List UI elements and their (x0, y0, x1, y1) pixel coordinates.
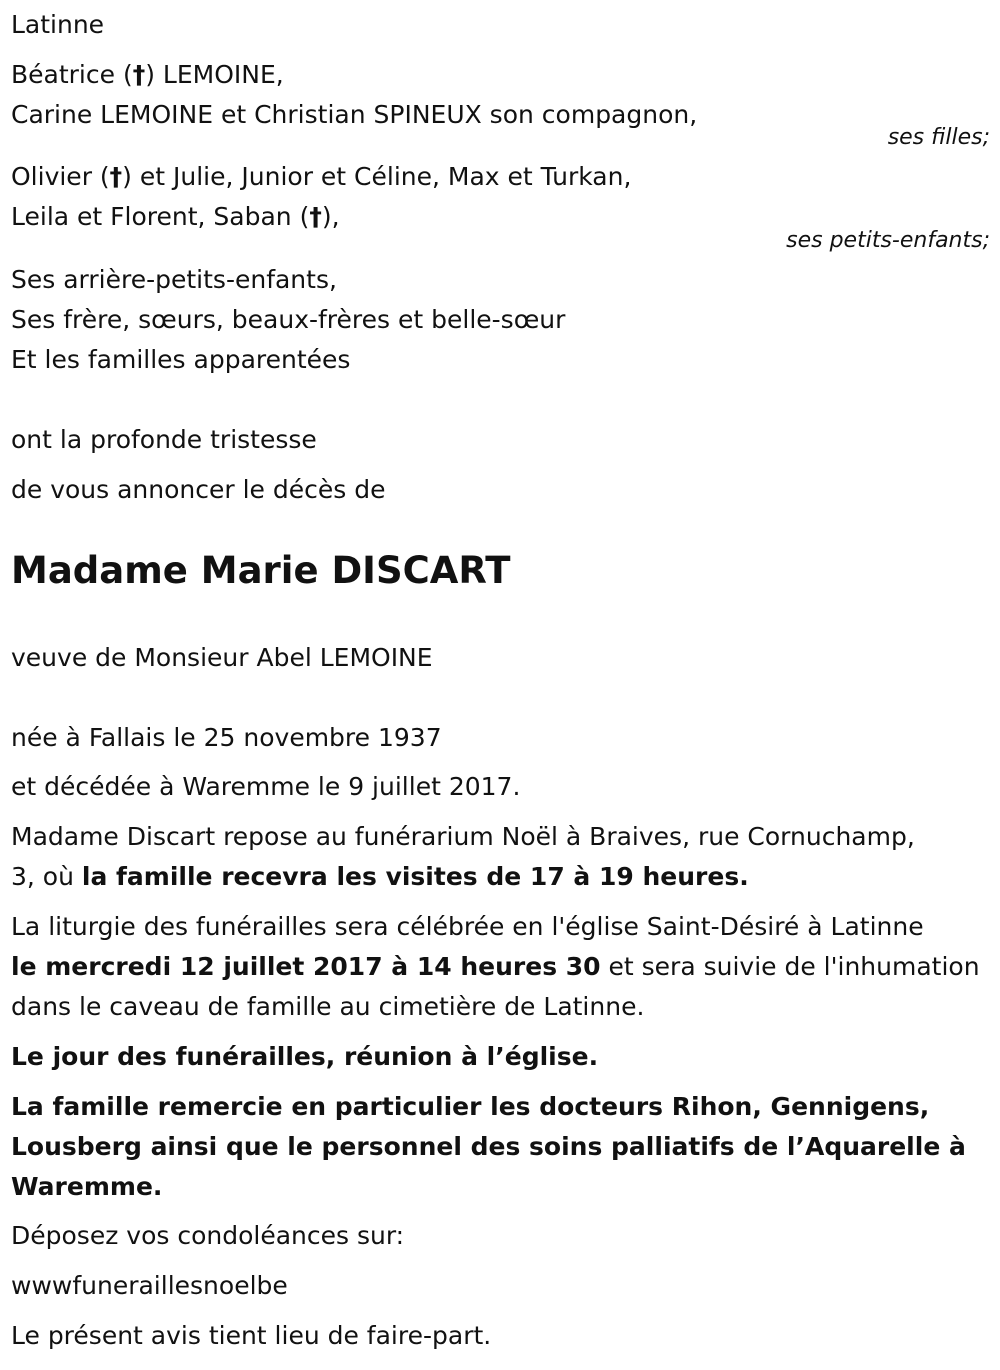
liturgy-line-2-post: et sera suivie de l'inhumation (600, 952, 980, 981)
repose-line-2 (11, 857, 749, 897)
daughter-line-1-pre: Béatrice ( (11, 60, 133, 89)
notice-line: Le présent avis tient lieu de faire-part. (11, 1321, 492, 1350)
thanks-line-3: Waremme. (11, 1172, 163, 1201)
liturgy-line-1: La liturgie des funérailles sera célébrée en l'église Saint-Désiré à Latinne (11, 912, 924, 941)
grandchildren-line-2-post: ), (321, 202, 340, 231)
announcement-line-1: ont la profonde tristesse (11, 425, 317, 454)
announcement-line-2: de vous annoncer le décès de (11, 475, 386, 504)
daughter-line-1-post: ) LEMOINE, (145, 60, 284, 89)
place-name: Latinne (11, 10, 105, 39)
cross-icon: † (109, 162, 123, 191)
grandchildren-line-1 (11, 157, 631, 197)
daughter-line-2: Carine LEMOINE et Christian SPINEUX son compagnon, (11, 100, 698, 129)
deceased-name: Madame Marie DISCART (11, 549, 511, 592)
death-line: et décédée à Waremme le 9 juillet 2017. (11, 772, 521, 801)
funeral-date: le mercredi 12 juillet 2017 à 14 heures 30 (11, 952, 601, 981)
grandchildren-line-1-pre: Olivier ( (11, 162, 110, 191)
spouse-line: veuve de Monsieur Abel LEMOINE (11, 643, 433, 672)
grandchildren-line-2 (11, 197, 340, 237)
grandchildren-label: ses petits-enfants; (786, 228, 990, 253)
liturgy-line-3: dans le caveau de famille au cimetière de Latinne. (11, 992, 645, 1021)
siblings-line: Ses frère, sœurs, beaux-frères et belle-sœur (11, 305, 566, 334)
cross-icon: † (309, 202, 322, 231)
website-link[interactable]: wwwfuneraillesnoelbe (11, 1271, 288, 1300)
cross-icon: † (132, 60, 146, 89)
birth-line: née à Fallais le 25 novembre 1937 (11, 723, 442, 752)
grandchildren-line-1-post: ) et Julie, Junior et Céline, Max et Turkan, (122, 162, 632, 191)
relatives-line: Et les familles apparentées (11, 345, 351, 374)
daughters-label: ses filles; (887, 125, 990, 150)
liturgy-line-2 (11, 947, 980, 987)
great-grandchildren-line: Ses arrière-petits-enfants, (11, 265, 337, 294)
meeting-line: Le jour des funérailles, réunion à l’église. (11, 1042, 599, 1071)
visiting-hours: la famille recevra les visites de 17 à 19 heures. (81, 862, 749, 891)
repose-line-2-pre: 3, où (11, 862, 82, 891)
daughter-line-1 (11, 55, 284, 95)
condolences-label: Déposez vos condoléances sur: (11, 1221, 405, 1250)
grandchildren-line-2-pre: Leila et Florent, Saban ( (11, 202, 310, 231)
thanks-line-2: Lousberg ainsi que le personnel des soins palliatifs de l’Aquarelle à (11, 1132, 966, 1161)
thanks-line-1: La famille remercie en particulier les docteurs Rihon, Gennigens, (11, 1092, 930, 1121)
repose-line-1: Madame Discart repose au funérarium Noël à Braives, rue Cornuchamp, (11, 822, 915, 851)
